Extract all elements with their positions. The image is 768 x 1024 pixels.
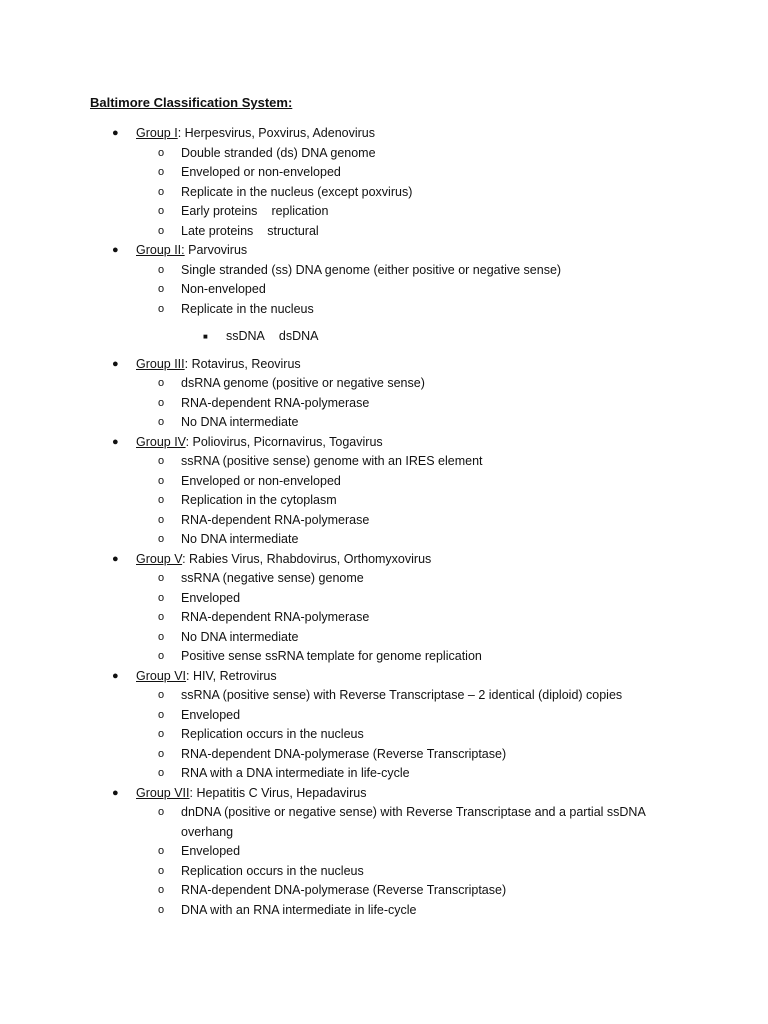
circle-bullet-icon: o [158,185,165,198]
bullet-icon: ● [112,127,119,139]
list-item: o Enveloped or non-enveloped [0,472,768,492]
list-item: o Replication occurs in the nucleus [0,862,768,882]
list-item: o ssRNA (negative sense) genome [0,569,768,589]
circle-bullet-icon: o [158,263,165,276]
list-item: o Replicate in the nucleus [0,300,768,320]
list-item: o ssRNA (positive sense) genome with an IRES element [0,452,768,472]
group-item: ● Group I: Herpesvirus, Poxvirus, Adenovirus [0,124,768,144]
circle-bullet-icon: o [158,283,165,295]
list-item: o Double stranded (ds) DNA genome [0,144,768,164]
circle-bullet-icon: o [158,533,165,545]
group-label: Group VII [136,785,190,800]
circle-bullet-icon: o [158,767,165,779]
circle-bullet-icon: o [158,864,165,877]
group-item: ● Group V: Rabies Virus, Rhabdovirus, Orthomyxovirus [0,550,768,570]
bullet-icon: ● [112,244,119,256]
list-item: o Single stranded (ss) DNA genome (either positive or negative sense) [0,261,768,281]
list-item: o dnDNA (positive or negative sense) with Reverse Transcriptase and a partial ssDNA [0,803,768,823]
square-bullet-icon: ■ [203,332,208,341]
circle-bullet-icon: o [158,903,165,916]
group-item: ● Group VII: Hepatitis C Virus, Hepadavirus [0,784,768,804]
list-item: o No DNA intermediate [0,628,768,648]
list-item: o Replication in the cytoplasm [0,491,768,511]
circle-bullet-icon: o [158,166,165,178]
circle-bullet-icon: o [158,377,165,389]
group-item: ● Group IV: Poliovirus, Picornavirus, Togavirus [0,433,768,453]
list-item: o Positive sense ssRNA template for genome replication [0,647,768,667]
list-item: o Enveloped [0,842,768,862]
group-item: ● Group III: Rotavirus, Reovirus [0,355,768,375]
group-item [0,241,768,261]
circle-bullet-icon: o [158,396,165,409]
group-examples: Rotavirus, Reovirus [188,356,301,371]
list-item: o No DNA intermediate [0,413,768,433]
bullet-icon: ● [112,435,119,448]
circle-bullet-icon: o [158,728,165,740]
circle-bullet-icon: o [158,474,165,487]
list-item: o ssRNA (positive sense) with Reverse Transcriptase – 2 identical (diploid) copies [0,686,768,706]
circle-bullet-icon: o [158,630,165,643]
list-item: o Enveloped or non-enveloped [0,163,768,183]
group-label: Group II: [136,243,185,257]
list-item: o RNA-dependent DNA-polymerase (Reverse Transcriptase) [0,745,768,765]
sub-list-item: ■ ssDNA dsDNA [0,327,768,347]
group-examples: Rabies Virus, Rhabdovirus, Orthomyxovirus [185,551,432,566]
circle-bullet-icon: o [158,302,165,315]
list-item: o dsRNA genome (positive or negative sense) [0,374,768,394]
circle-bullet-icon: o [158,146,165,159]
group-label: Group V [136,551,183,566]
list-item: o Replicate in the nucleus (except poxvirus) [0,183,768,203]
circle-bullet-icon: o [158,513,165,526]
circle-bullet-icon: o [158,416,165,428]
list-item: o RNA with a DNA intermediate in life-cycle [0,764,768,784]
bullet-icon: ● [112,357,119,370]
group-examples: Poliovirus, Picornavirus, Togavirus [189,434,383,449]
circle-bullet-icon: o [158,205,165,217]
group-label: Group VI [136,668,187,683]
list-item: o Enveloped [0,706,768,726]
group-examples: Parvovirus [184,243,248,257]
bullet-icon: ● [112,786,119,799]
page-title: Baltimore Classification System: [90,95,293,110]
circle-bullet-icon: o [158,224,165,237]
circle-bullet-icon: o [158,806,165,818]
list-item: o RNA-dependent DNA-polymerase (Reverse Transcriptase) [0,881,768,901]
bullet-icon: ● [112,552,119,565]
group-examples: Herpesvirus, Poxvirus, Adenovirus [181,126,376,140]
list-item: o Early proteins replication [0,202,768,222]
group-label: Group IV [136,434,186,449]
list-item: o Enveloped [0,589,768,609]
list-item: o RNA-dependent RNA-polymerase [0,511,768,531]
group-item: ● Group VI: HIV, Retrovirus [0,667,768,687]
circle-bullet-icon: o [158,708,165,721]
group-examples: Hepatitis C Virus, Hepadavirus [192,785,367,800]
circle-bullet-icon: o [158,884,165,896]
bullet-icon: ● [112,669,119,682]
list-item: o DNA with an RNA intermediate in life-cycle [0,901,768,921]
group-label: Group I [136,126,178,140]
list-item-continuation: overhang [181,824,234,839]
list-item: o Non-enveloped [0,280,768,300]
circle-bullet-icon: o [158,747,165,760]
circle-bullet-icon: o [158,572,165,584]
list-item: o RNA-dependent RNA-polymerase [0,394,768,414]
circle-bullet-icon: o [158,455,165,467]
circle-bullet-icon: o [158,611,165,623]
circle-bullet-icon: o [158,494,165,506]
circle-bullet-icon: o [158,650,165,662]
circle-bullet-icon: o [158,689,165,701]
list-item: o No DNA intermediate [0,530,768,550]
circle-bullet-icon: o [158,845,165,857]
list-item: o Late proteins structural [0,222,768,242]
list-item: o Replication occurs in the nucleus [0,725,768,745]
group-label: Group III [136,356,185,371]
classification-list [0,124,768,920]
circle-bullet-icon: o [158,591,165,604]
group-examples: HIV, Retrovirus [189,668,277,683]
list-item: o RNA-dependent RNA-polymerase [0,608,768,628]
